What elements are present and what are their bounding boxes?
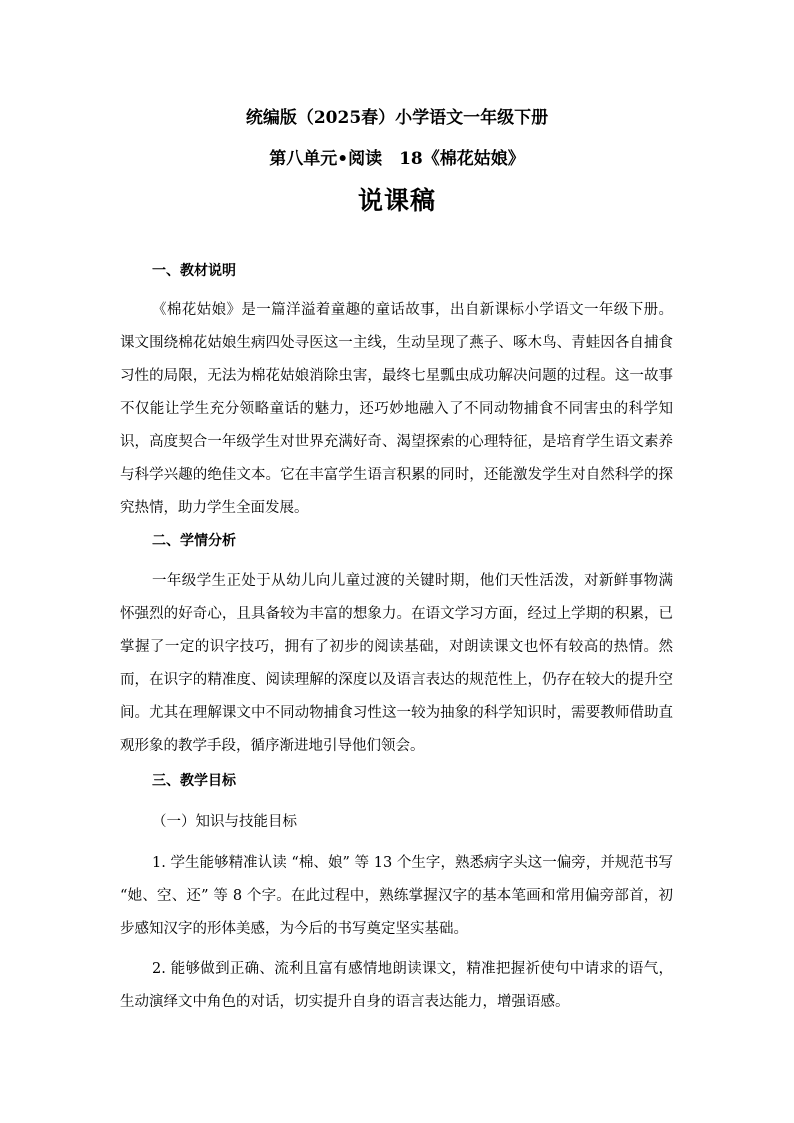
subsection-heading-knowledge: （一）知识与技能目标 xyxy=(152,814,297,830)
section-paragraph-textbook: 《棉花姑娘》是一篇洋溢着童趣的童话故事，出自新课标小学语文一年级下册。课文围绕棉花姑娘生病四处寻医这一主线，生动呈现了燕子、啄木鸟、青蛙因各自捕食习性的局限，无法为棉花姑娘消除虫害，最终七星瓢虫成功解决问题的过程。这一故事不仅能让学生充分领略童话的魅力，还巧妙地融入了不同动物捕食不同害虫的科学知识，高度契合一年级学生对世界充满好奇、渴望探索的心理特征，是培育学生语文素养与科学兴趣的绝佳文本。它在丰富学生语言积累的同时，还能激发学生对自然科学的探究热情，助力学生全面发展。 xyxy=(120,302,673,516)
section-heading-objectives: 三、教学目标 xyxy=(152,773,236,789)
section-paragraph-students: 一年级学生正处于从幼儿向儿童过渡的关键时期，他们天性活泼，对新鲜事物满怀强烈的好奇心，且具备较为丰富的想象力。在语文学习方面，经过上学期的积累，已掌握了一定的识字技巧，拥有了初步的阅读基础，对朗读课文也怀有较高的热情。然而，在识字的精准度、阅读理解的深度以及语言表达的规范性上，仍存在较大的提升空间。尤其在理解课文中不同动物捕食习性这一较为抽象的科学知识时，需要教师借助直观形象的教学手段，循序渐进地引导他们领会。 xyxy=(120,573,673,754)
section-heading-textbook: 一、教材说明 xyxy=(152,263,236,279)
lesson-title: 第八单元•阅读 18《棉花姑娘》 xyxy=(269,149,525,169)
section-heading-students: 二、学情分析 xyxy=(152,533,236,549)
objective-item-2: 2. 能够做到正确、流利且富有感情地朗读课文，精准把握祈使句中请求的语气，生动演绎文中角色的对话，切实提升自身的语言表达能力，增强语感。 xyxy=(120,961,673,1010)
document-series-title: 统编版（2025春）小学语文一年级下册 xyxy=(245,108,549,128)
objective-item-1: 1. 学生能够精准认读 “棉、娘” 等 13 个生字，熟悉病字头这一偏旁，并规范书写 “她、空、还” 等 8 个字。在此过程中，熟练掌握汉字的基本笔画和常用偏旁部首，初步感知汉字的形体美感，为今后的书写奠定坚实基础。 xyxy=(120,855,673,937)
document-type-title: 说课稿 xyxy=(357,186,436,215)
